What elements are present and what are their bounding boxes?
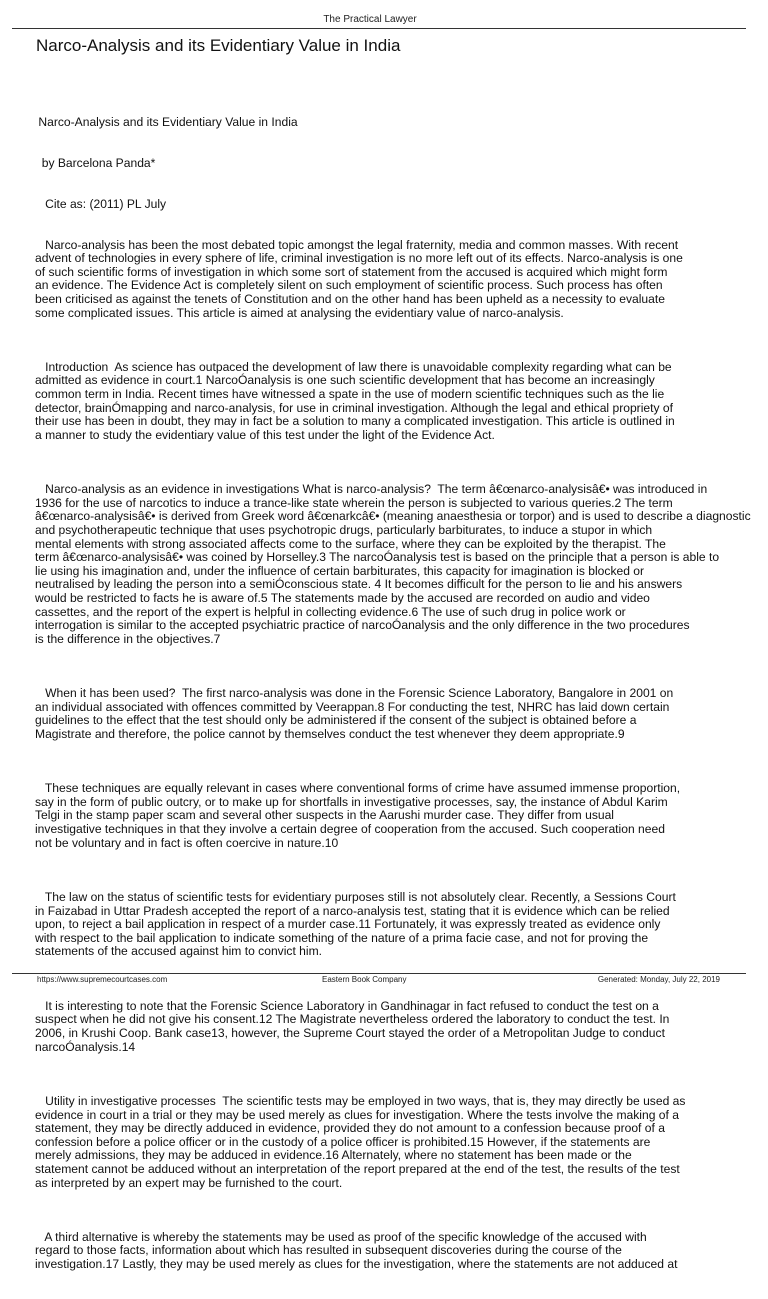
- paragraph-techniques: These techniques are equally relevant in cases where conventional forms of crime have assumed immense proportion, say in the form of public outcry, or to make up for shortfalls in investigative processes, say, the instance of Abdul Karim Telgi in the stamp paper scam and several other suspects in the Aarushi murder case. They differ from usual investigative techniques in that they involve a certain degree of cooperation from the accused. Such cooperation need not be voluntary and in fact is often coercive in nature.10: [35, 781, 681, 850]
- article-body: [35, 89, 768, 1299]
- article-meta-author: by Barcelona Panda*: [35, 155, 156, 170]
- paragraph-introduction: Introduction As science has outpaced the development of law there is unavoidable complexity regarding what can be admitted as evidence in court.1 NarcoÓanalysis is one such scientific development that has become an increasingly common term in India. Recent times have witnessed a spate in the use of modern scientific techniques such as the lie detector, brainÓmapping and narco-analysis, for use in criminal investigation. Although the legal and ethical propriety of their use has been in doubt, they may in fact be a solution to many a complicated investigation. This article is outlined in a manner to study the evidentiary value of this test under the light of the Evidence Act.: [35, 359, 675, 442]
- page-title: Narco-Analysis and its Evidentiary Value in India: [36, 36, 401, 55]
- footer-publisher: Eastern Book Company: [322, 975, 407, 984]
- article-meta-title: Narco-Analysis and its Evidentiary Value in India: [35, 115, 298, 130]
- article-meta-citation: Cite as: (2011) PL July: [35, 196, 167, 211]
- footer-generated-date: Generated: Monday, July 22, 2019: [597, 975, 720, 984]
- paragraph-abstract: Narco-analysis has been the most debated topic amongst the legal fraternity, media and common masses. With recent advent of technologies in every sphere of life, criminal investigation is no more left out of its effects. Narco-analysis is one of such scientific forms of investigation in which some sort of statement from the accused is acquired which might form an evidence. The Evidence Act is completely silent on such employment of scientific process. Such process has often been criticised as against the tenets of Constitution and on the other hand has been upheld as a necessity to evaluate some complicated issues. This article is aimed at analysing the evidentiary value of narco-analysis.: [35, 237, 683, 320]
- paragraph-law-status: The law on the status of scientific tests for evidentiary purposes still is not absolutely clear. Recently, a Sessions Court in Faizabad in Uttar Pradesh accepted the report of a narco-analysis test, stating that it is evidence which can be relied upon, to reject a bail application in respect of a murder case.11 Fortunately, it was expressly treated as evidence only with respect to the bail application to indicate something of the nature of a prima facie case, and not for proving the statements of the accused against him to convict him.: [35, 890, 676, 959]
- paragraph-third-alternative: A third alternative is whereby the statements may be used as proof of the specific knowledge of the accused with regard to those facts, information about which has resulted in subsequent discoveries during the course of the investigation.17 Lastly, they may be used merely as clues for the investigation, where the statements are not adduced at: [35, 1229, 678, 1272]
- paragraph-when-used: When it has been used? The first narco-analysis was done in the Forensic Science Laboratory, Bangalore in 2001 on an individual associated with offences committed by Veerappan.8 For conducting the test, NHRC has laid down certain guidelines to the effect that the test should only be administered if the consent of the subject is obtained before a Magistrate and therefore, the police cannot by themselves conduct the test whenever they deem appropriate.9: [35, 686, 674, 741]
- publication-header: The Practical Lawyer: [323, 14, 417, 25]
- footer-divider: [12, 973, 746, 974]
- paragraph-gandhinagar: It is interesting to note that the Forensic Science Laboratory in Gandhinagar in fact refused to conduct the test on a suspect when he did not give his consent.12 The Magistrate nevertheless ordered the laboratory to conduct the test. In 2006, in Krushi Coop. Bank case13, however, the Supreme Court stayed the order of a Metropolitan Judge to conduct narcoÓanalysis.14: [35, 998, 670, 1054]
- header-divider: [12, 28, 746, 29]
- paragraph-what-is-narco-analysis: Narco-analysis as an evidence in investigations What is narco-analysis? The term â€œnarco-analysisâ€• was introduced in 1936 for the use of narcotics to induce a trance-like state wherein the person is subjected to various queries.2 The term â€œnarco-analysisâ€• is derived from Greek word â€œnarkcâ€• (meaning anaesthesia or torpor) and is used to describe a diagnostic and psychotherapeutic technique that uses psychotropic drugs, particularly barbiturates, to induce a stupor in which mental elements with strong associated affects come to the surface, where they can be exploited by the therapist. The term â€œnarco-analysisâ€• was coined by Horselley.3 The narcoÓanalysis test is based on the principle that a person is able to lie using his imagination and, under the influence of certain barbiturates, this capacity for imagination is blocked or neutralised by leading the person into a semiÓconscious state. 4 It becomes difficult for the person to lie and his answers would be restricted to facts he is aware of.5 The statements made by the accused are recorded on audio and video cassettes, and the report of the expert is helpful in collecting evidence.6 The use of such drug in police work or interrogation is similar to the accepted psychiatric practice of narcoÓanalysis and the only difference in the two procedures is the difference in the objectives.7: [35, 482, 751, 646]
- footer-source-link[interactable]: https://www.supremecourtcases.com: [37, 975, 168, 984]
- paragraph-utility: Utility in investigative processes The scientific tests may be employed in two ways, that is, they may directly be used as evidence in court in a trial or they may be used merely as clues for investigation. Where the tests involve the making of a statement, they may be directly adduced in evidence, provided they do not amount to a confession because proof of a confession before a police officer or in the custody of a police officer is prohibited.15 However, if the statements are merely admissions, they may be adduced in evidence.16 Alternately, where no statement has been made or the statement cannot be adduced without an interpretation of the report prepared at the end of the test, the results of the test as interpreted by an expert may be furnished to the court.: [35, 1093, 686, 1190]
